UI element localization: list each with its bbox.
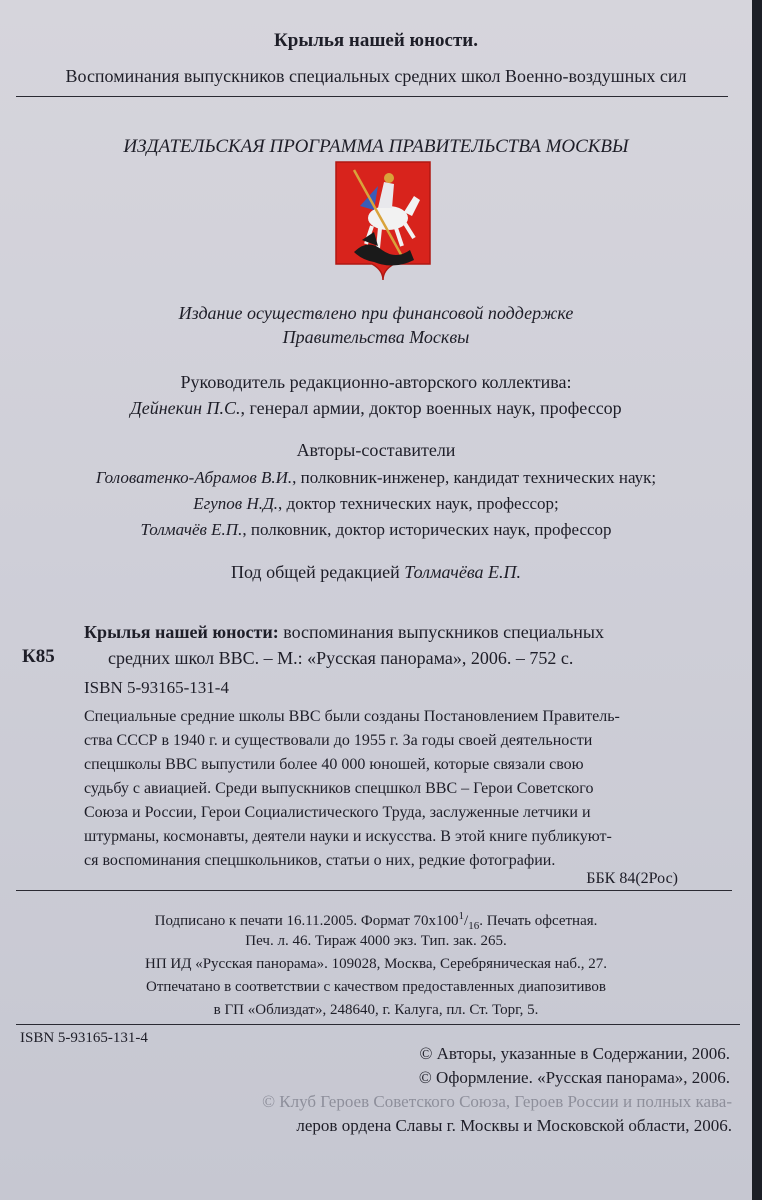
publishing-program: ИЗДАТЕЛЬСКАЯ ПРОГРАММА ПРАВИТЕЛЬСТВА МОСКВЫ	[123, 136, 629, 157]
compiler-name: Толмачёв Е.П.	[140, 520, 243, 539]
footer-isbn: ISBN 5-93165-131-4	[20, 1030, 148, 1046]
format-fraction-sep: /	[464, 913, 469, 929]
compiler-details: , доктор технических наук, профессор;	[278, 494, 559, 513]
editor-prefix: Под общей редакцией	[230, 562, 405, 582]
imprint-line-3: НП ИД «Русская панорама». 109028, Москва, Серебряническая наб., 27.	[144, 956, 607, 972]
header-rule	[16, 96, 728, 97]
head-of-team	[0, 398, 752, 419]
catalog-isbn: ISBN 5-93165-131-4	[84, 678, 229, 697]
imprint-line-4: Отпечатано в соответствии с качеством предоставленных диапозитивов	[146, 979, 606, 995]
imprint-bottom-rule	[16, 1024, 740, 1025]
copyright-club-line-1: © Клуб Героев Советского Союза, Героев России и полных кава-	[262, 1092, 732, 1111]
abstract-line: Специальные средние школы ВВС были созданы Постановлением Правитель-	[84, 708, 620, 725]
abstract-line: ства СССР в 1940 г. и существовали до 1955 г. За годы своей деятельности	[84, 732, 593, 749]
catalog-desc-1: воспоминания выпускников специальных	[278, 622, 605, 642]
compiler-name: Егупов Н.Д.	[193, 494, 279, 513]
abstract-line: штурманы, космонавты, деятели науки и искусства. В этой книге публикуют-	[84, 828, 612, 845]
catalog-title: Крылья нашей юности:	[84, 622, 279, 642]
copyright-club-line-2: леров ордена Славы г. Москвы и Московской области, 2006.	[296, 1116, 732, 1135]
abstract-line: ся воспоминания спецшкольников, статьи о них, редкие фотографии.	[84, 852, 556, 869]
compiler-name: Головатенко-Абрамов В.И.	[95, 468, 293, 487]
book-subtitle: Воспоминания выпускников специальных средних школ Военно-воздушных сил	[65, 66, 687, 86]
abstract-line: спецшколы ВВС выпустили более 40 000 юношей, которые связали свою	[84, 756, 584, 773]
general-editor	[0, 562, 752, 583]
bbk-code: ББК 84(2Рос)	[586, 870, 678, 887]
compilers-label: Авторы-составители	[296, 440, 456, 460]
imprint-print-type: . Печать офсетная.	[479, 913, 598, 929]
copyright-authors: © Авторы, указанные в Содержании, 2006.	[419, 1044, 730, 1063]
support-line-1: Издание осуществлено при финансовой поддержке	[178, 303, 574, 323]
head-of-team-details: , генерал армии, доктор военных наук, профессор	[240, 398, 622, 418]
catalog-code: К85	[22, 646, 55, 667]
compiler-3	[0, 520, 752, 540]
copyright-design: © Оформление. «Русская панорама», 2006.	[418, 1068, 730, 1087]
book-title: Крылья нашей юности.	[274, 30, 478, 51]
imprint-line-2: Печ. л. 46. Тираж 4000 экз. Тип. зак. 265.	[245, 933, 507, 949]
editor-name: Толмачёва Е.П.	[404, 562, 522, 582]
compiler-details: , полковник, доктор исторических наук, профессор	[242, 520, 612, 539]
imprint-format: Подписано к печати 16.11.2005. Формат 70х100	[154, 913, 459, 929]
head-of-team-label: Руководитель редакционно-авторского коллектива:	[180, 372, 572, 392]
head-of-team-name: Дейнекин П.С.	[130, 398, 241, 418]
compiler-1	[0, 468, 752, 488]
imprint-line-5: в ГП «Облиздат», 248640, г. Калуга, пл. Ст. Торг, 5.	[213, 1002, 539, 1018]
moscow-coat-of-arms-icon	[334, 160, 432, 282]
format-fraction-den: 16	[468, 920, 480, 932]
catalog-entry-line-1	[84, 622, 604, 643]
abstract-line: Союза и России, Герои Социалистического Труда, заслуженные летчики и	[84, 804, 591, 821]
compiler-details: , полковник-инженер, кандидат технических наук;	[292, 468, 657, 487]
catalog-entry-line-2: средних школ ВВС. – М.: «Русская панорама», 2006. – 752 с.	[108, 648, 574, 668]
compiler-2	[0, 494, 752, 514]
abstract-line: судьбу с авиацией. Среди выпускников спецшкол ВВС – Герои Советского	[84, 780, 594, 797]
support-line-2: Правительства Москвы	[282, 327, 470, 347]
imprint-line-1	[0, 910, 752, 932]
format-fraction-num: 1	[458, 910, 465, 922]
imprint-top-rule	[16, 890, 732, 891]
